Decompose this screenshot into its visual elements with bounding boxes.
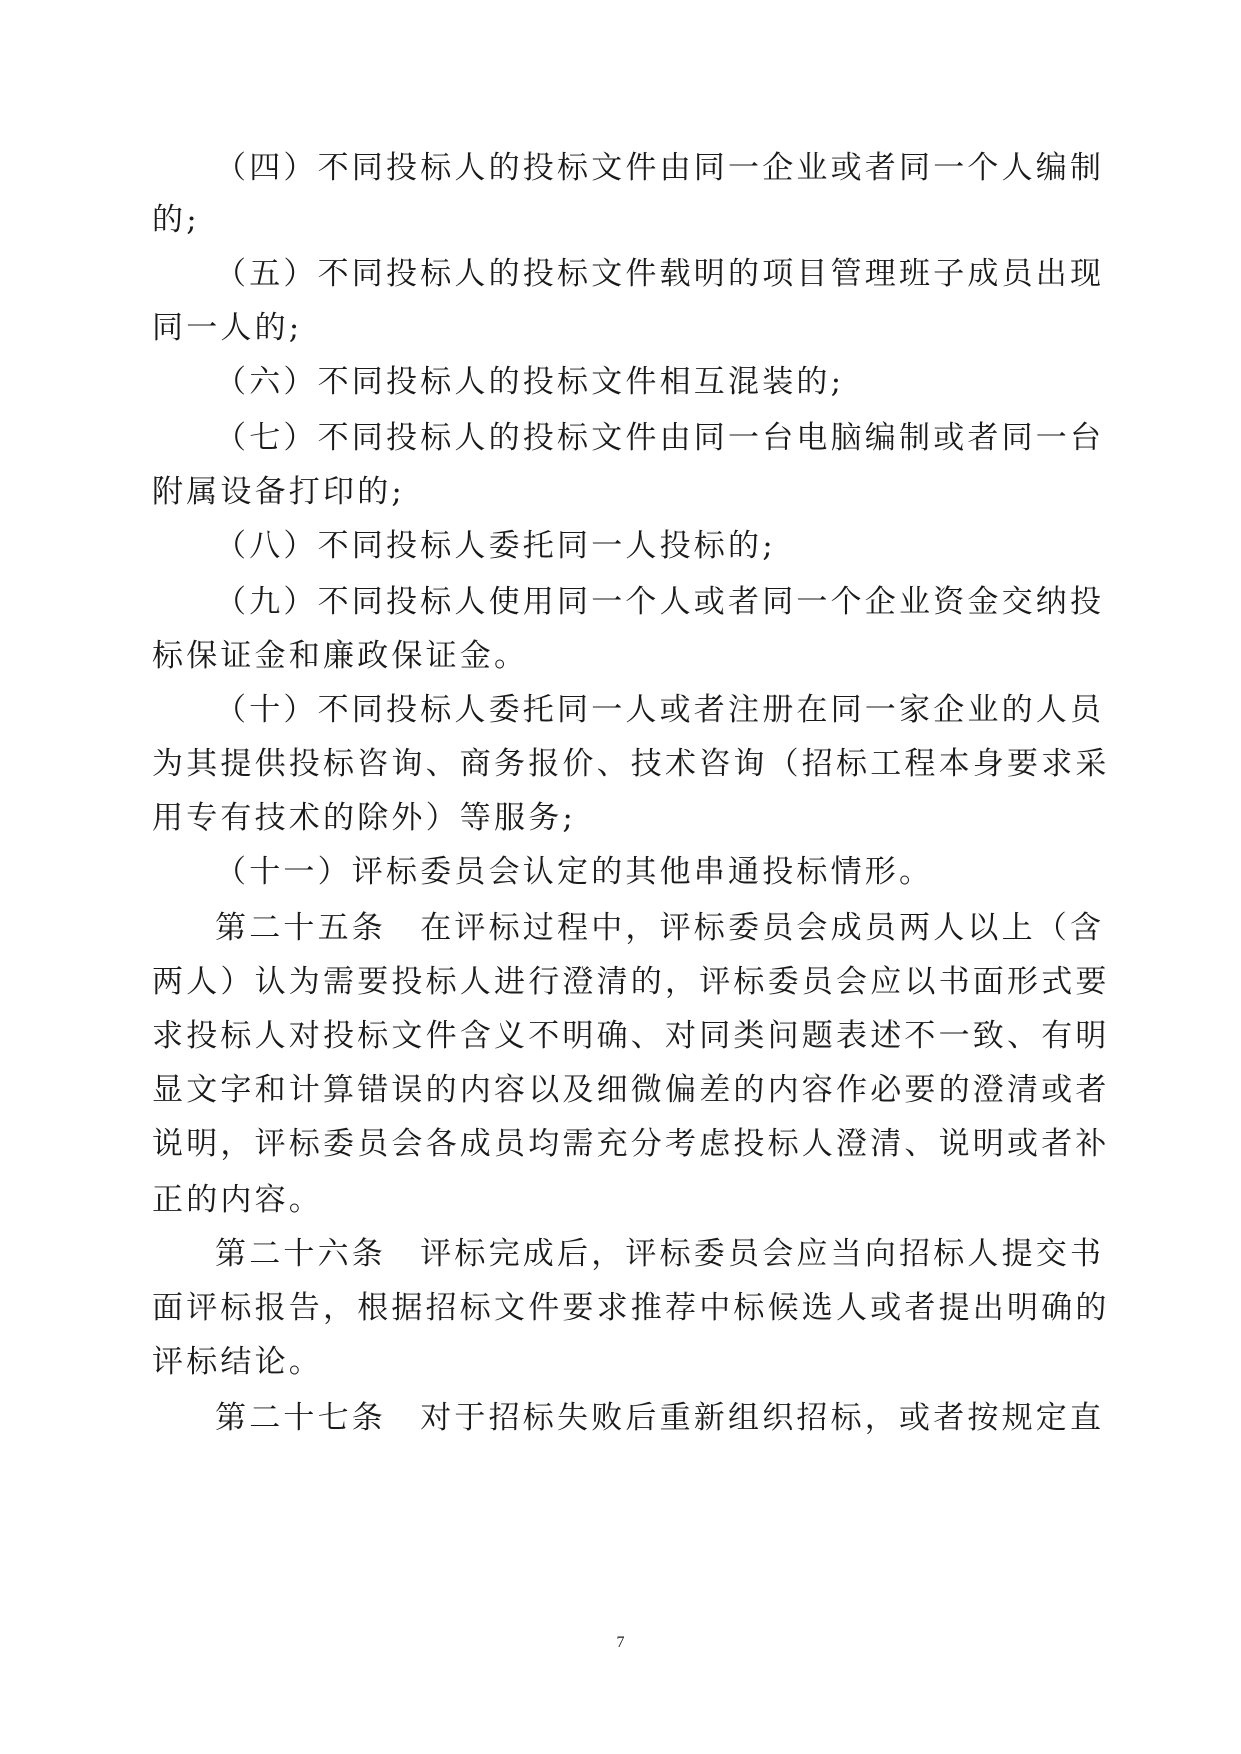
text-line: 同一人的; — [152, 310, 303, 346]
text-line: 求投标人对投标文件含义不明确、对同类问题表述不一致、有明 — [152, 1018, 1110, 1054]
text-line: 两人）认为需要投标人进行澄清的，评标委员会应以书面形式要 — [152, 964, 1110, 1000]
text-line: （五）不同投标人的投标文件载明的项目管理班子成员出现 — [215, 256, 1105, 292]
text-line: 的; — [152, 202, 200, 238]
text-line: 标保证金和廉政保证金。 — [152, 638, 529, 674]
text-line: （六）不同投标人的投标文件相互混装的; — [215, 364, 845, 400]
text-line: 评标结论。 — [152, 1344, 323, 1380]
text-line: 说明，评标委员会各成员均需充分考虑投标人澄清、说明或者补 — [152, 1126, 1110, 1162]
text-line: 附属设备打印的; — [152, 474, 406, 510]
text-line: 第二十六条 评标完成后，评标委员会应当向招标人提交书 — [215, 1236, 1105, 1272]
text-line: （七）不同投标人的投标文件由同一台电脑编制或者同一台 — [215, 420, 1105, 456]
text-line: 正的内容。 — [152, 1182, 323, 1218]
text-line: （八）不同投标人委托同一人投标的; — [215, 528, 776, 564]
text-line: 面评标报告，根据招标文件要求推荐中标候选人或者提出明确的 — [152, 1290, 1110, 1326]
text-line: （十一）评标委员会认定的其他串通投标情形。 — [215, 854, 934, 890]
text-line: 第二十五条 在评标过程中，评标委员会成员两人以上（含 — [215, 910, 1105, 946]
text-line: 为其提供投标咨询、商务报价、技术咨询（招标工程本身要求采 — [152, 746, 1110, 782]
text-line: 用专有技术的除外）等服务; — [152, 800, 577, 836]
text-line: （九）不同投标人使用同一个人或者同一个企业资金交纳投 — [215, 584, 1105, 620]
text-line: （十）不同投标人委托同一人或者注册在同一家企业的人员 — [215, 692, 1105, 728]
page-number: 7 — [616, 1634, 625, 1651]
text-line: 第二十七条 对于招标失败后重新组织招标，或者按规定直 — [215, 1400, 1105, 1436]
text-line: （四）不同投标人的投标文件由同一企业或者同一个人编制 — [215, 150, 1105, 186]
text-line: 显文字和计算错误的内容以及细微偏差的内容作必要的澄清或者 — [152, 1072, 1110, 1108]
